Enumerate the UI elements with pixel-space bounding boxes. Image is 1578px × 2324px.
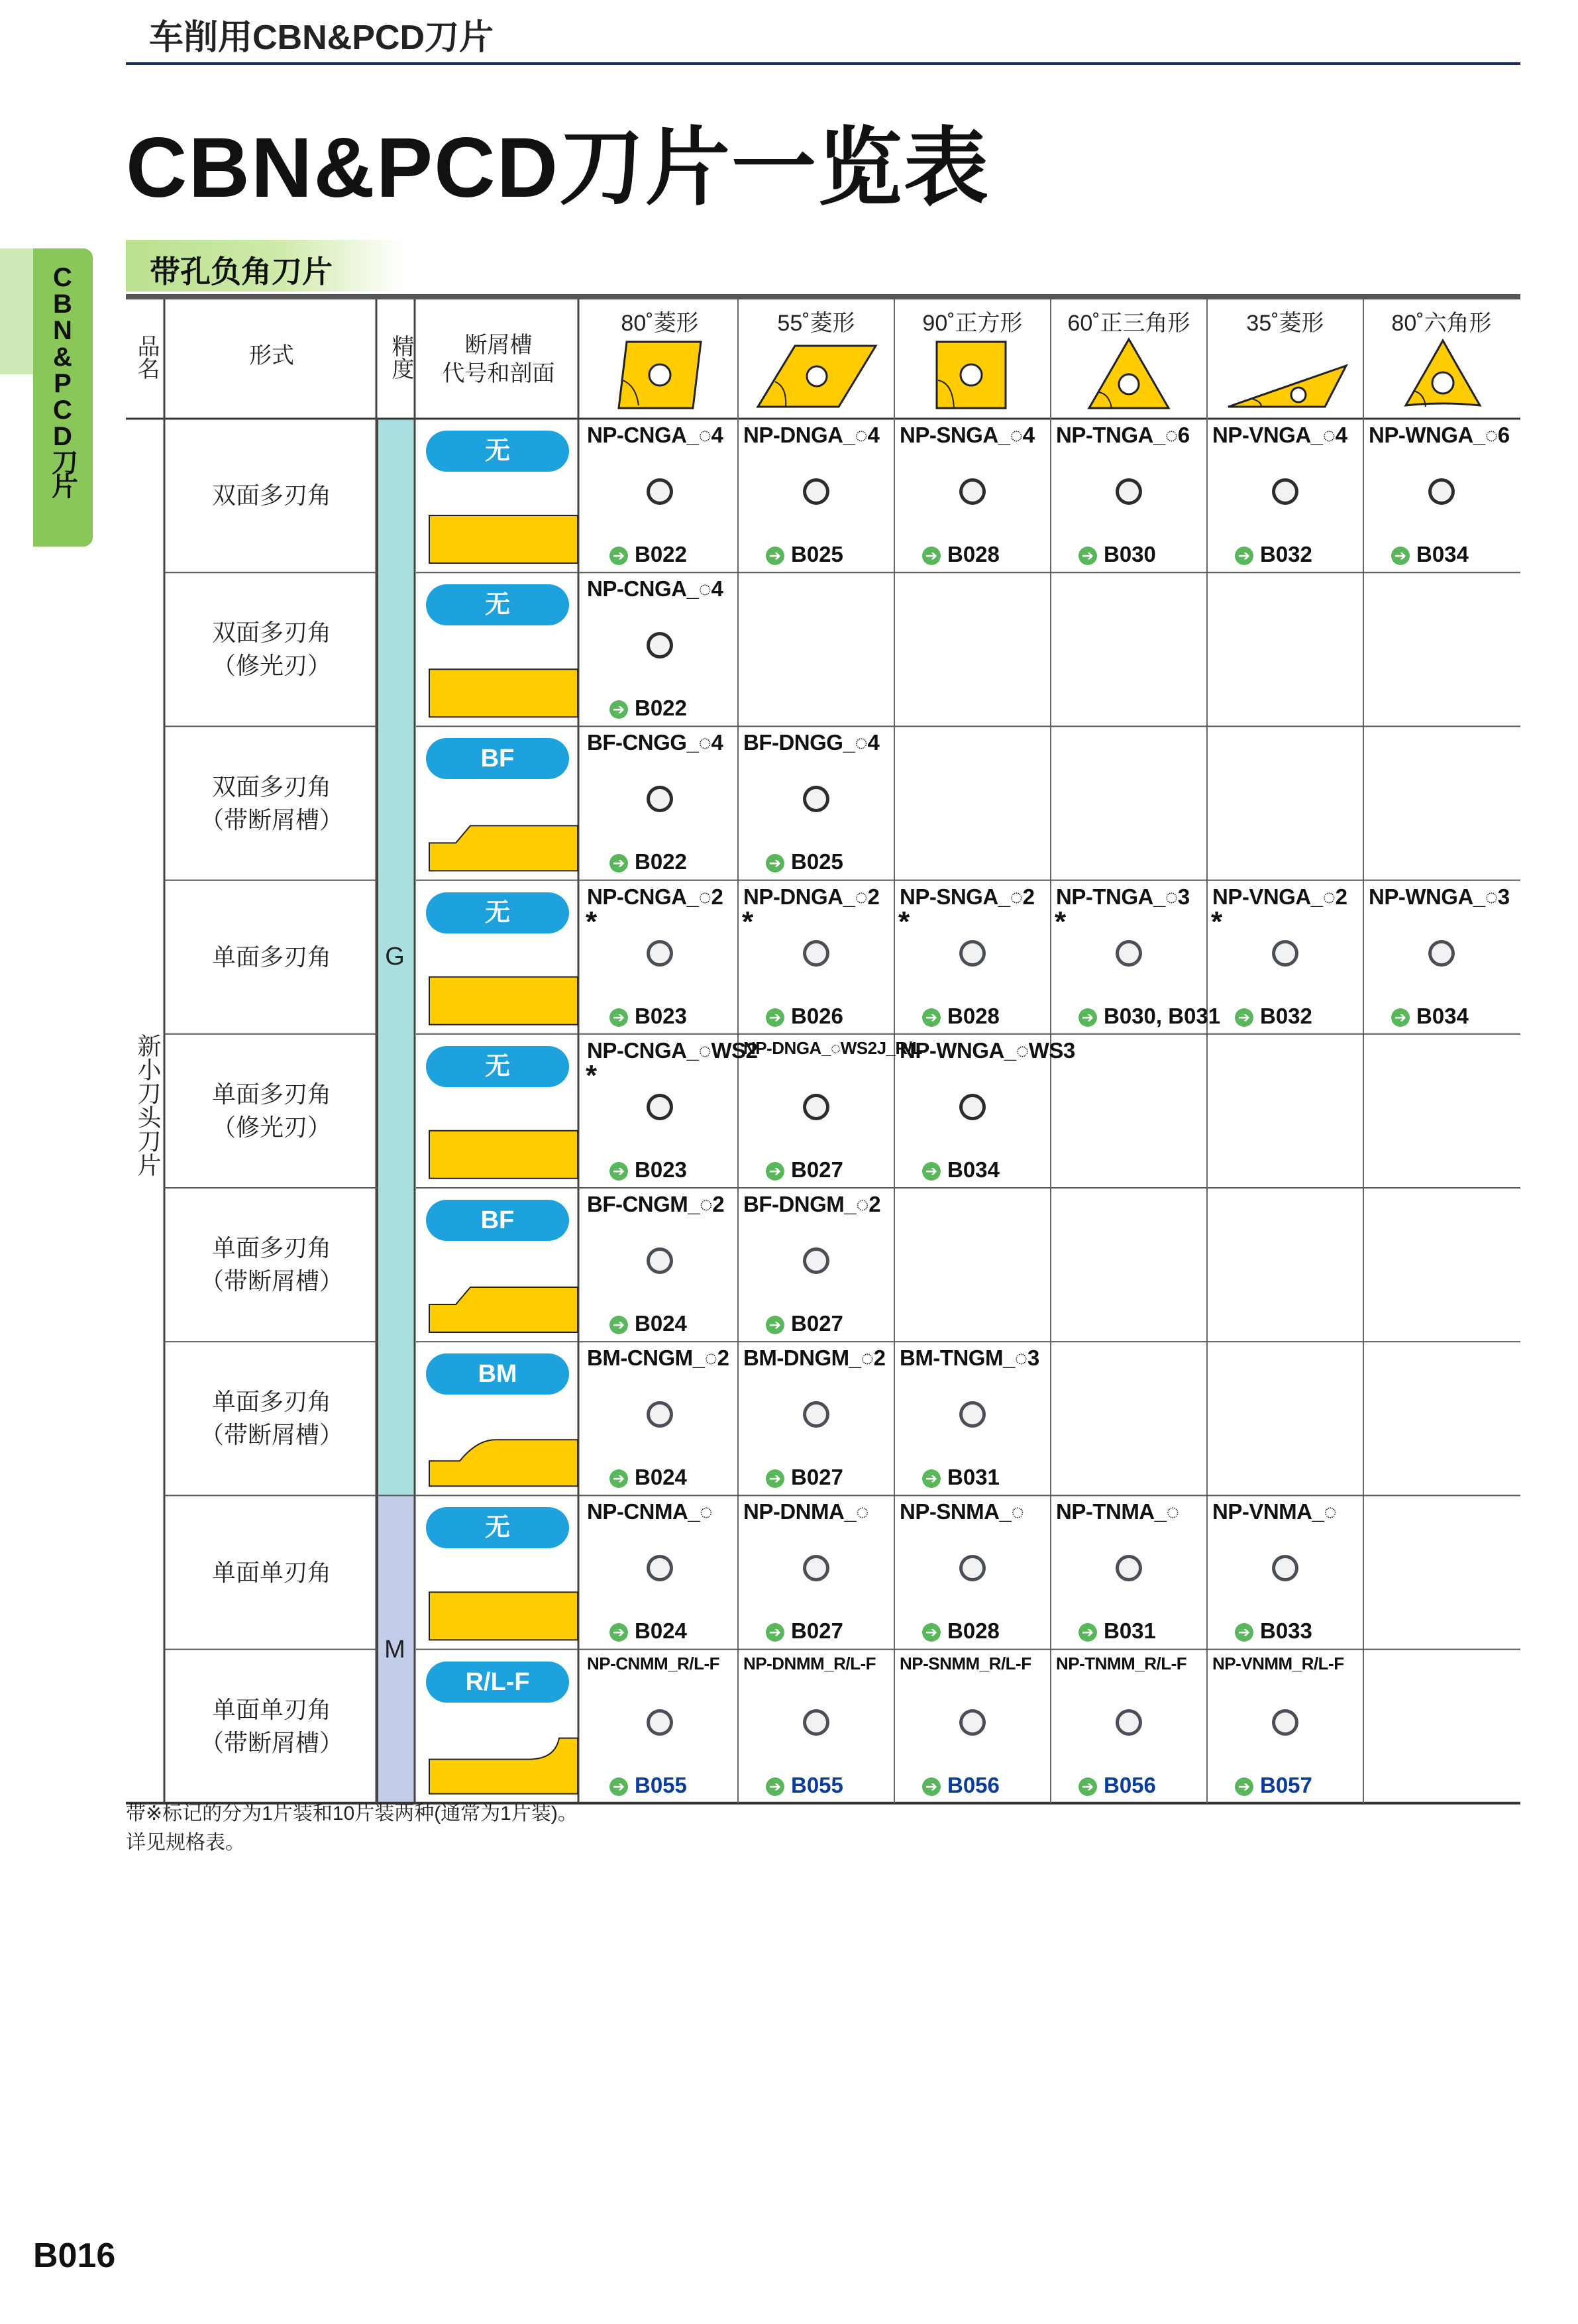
page-reference[interactable]	[766, 1311, 843, 1336]
page-reference[interactable]	[922, 1004, 1000, 1029]
page-reference-text: B057	[1260, 1772, 1312, 1797]
page-reference[interactable]	[609, 1773, 687, 1798]
row-form-label	[166, 479, 378, 512]
page-reference-text: B055	[635, 1772, 687, 1797]
page-reference[interactable]	[766, 849, 843, 874]
row-form-label	[166, 1693, 378, 1760]
form-line: 单面单刃角	[211, 1558, 331, 1586]
star-mark: *	[586, 905, 598, 938]
insert-n-icon	[761, 1069, 874, 1148]
insert-n-icon	[604, 761, 718, 840]
insert-code[interactable]: NP-WNGA_◌6	[1369, 423, 1510, 447]
arrow-right-icon: ➔	[609, 1008, 628, 1027]
insert-n-icon	[761, 1222, 874, 1302]
page-reference[interactable]	[1078, 1004, 1220, 1029]
insert-image	[761, 1684, 874, 1767]
page-reference[interactable]	[1391, 1004, 1469, 1029]
rhombus-55-icon	[755, 343, 878, 409]
insert-n-icon	[1073, 453, 1187, 533]
insert-image	[604, 915, 718, 998]
arrow-right-icon: ➔	[766, 1469, 784, 1488]
page-reference-text: B027	[791, 1157, 843, 1182]
chipbreaker-profile	[429, 1287, 578, 1332]
insert-n-icon	[761, 761, 874, 840]
star-mark: *	[586, 1059, 598, 1092]
insert-code[interactable]: NP-CNMM_R/L-F	[587, 1653, 720, 1673]
insert-n-icon	[604, 1069, 718, 1148]
insert-code[interactable]: NP-DNGA_◌2	[743, 884, 880, 909]
insert-code[interactable]: NP-DNGA_◌4	[743, 423, 880, 447]
insert-code[interactable]: NP-VNMA_◌	[1212, 1499, 1337, 1524]
shape-header-trigon: 80˚六角形	[1391, 311, 1492, 336]
insert-image	[917, 1530, 1031, 1612]
chipbreaker-profile	[429, 825, 578, 871]
square-icon	[934, 339, 1008, 411]
insert-n-icon	[604, 1376, 718, 1455]
page-reference[interactable]	[609, 696, 687, 721]
insert-n-icon	[917, 453, 1031, 533]
page-reference[interactable]	[1235, 1004, 1312, 1029]
shape-header-80-rhombus: 80˚菱形	[621, 311, 699, 336]
header-category: 车削用CBN&PCD刀片	[149, 19, 494, 57]
page-reference-text: B032	[1260, 1003, 1312, 1028]
insert-code[interactable]: NP-SNGA_◌2	[900, 884, 1035, 909]
page-reference[interactable]	[1078, 1773, 1156, 1798]
arrow-right-icon: ➔	[609, 1316, 628, 1334]
page-reference[interactable]	[922, 1157, 1000, 1183]
page-reference-text: B056	[947, 1772, 1000, 1797]
form-line: 双面多刃角	[211, 619, 331, 647]
arrow-right-icon: ➔	[609, 1162, 628, 1181]
trigon-icon	[1403, 338, 1483, 411]
insert-code[interactable]: NP-VNMM_R/L-F	[1212, 1653, 1344, 1673]
insert-code[interactable]: BM-TNGM_◌3	[900, 1346, 1039, 1371]
insert-code[interactable]: NP-SNGA_◌4	[900, 423, 1035, 447]
page-reference-text: B027	[791, 1311, 843, 1336]
page-reference-text: B028	[947, 542, 1000, 566]
arrow-right-icon: ➔	[609, 547, 628, 565]
arrow-right-icon: ➔	[922, 1777, 941, 1796]
row-form-label	[166, 1385, 378, 1452]
page-reference-text: B034	[1416, 542, 1469, 566]
chipbreaker-pill[interactable]: BM	[426, 1353, 569, 1395]
page-reference[interactable]	[766, 1618, 843, 1644]
page-reference-text: B032	[1260, 542, 1312, 566]
header-precision: 精度	[388, 335, 413, 380]
insert-image	[1073, 453, 1187, 536]
page-reference-text: B030, B031	[1104, 1003, 1221, 1028]
insert-image	[604, 1222, 718, 1305]
arrow-right-icon: ➔	[1235, 547, 1253, 565]
footnote-2: 详见规格表。	[126, 1832, 245, 1854]
page-reference[interactable]	[766, 1465, 843, 1490]
insert-image	[1073, 1684, 1187, 1767]
page-title: CBN&PCD刀片一览表	[126, 121, 990, 215]
page-reference[interactable]	[609, 1618, 687, 1644]
form-line: （修光刃）	[211, 652, 331, 680]
insert-image	[1230, 915, 1343, 998]
row-form-label	[166, 1078, 378, 1144]
header-chipbreaker-2: 代号和剖面	[442, 361, 555, 386]
precision-g: G	[385, 943, 405, 971]
insert-image	[604, 1684, 718, 1767]
page-reference-text: B034	[1416, 1003, 1469, 1028]
page-reference[interactable]	[922, 542, 1000, 567]
insert-image	[604, 1376, 718, 1459]
insert-n-icon	[761, 1376, 874, 1455]
page-reference[interactable]	[922, 1773, 1000, 1798]
insert-n-icon	[1230, 1530, 1343, 1609]
page-number: B016	[33, 2237, 116, 2275]
insert-code[interactable]: NP-TNMA_◌	[1056, 1499, 1179, 1524]
insert-image	[604, 1069, 718, 1151]
insert-n-icon	[917, 915, 1031, 994]
page-reference[interactable]	[1235, 542, 1312, 567]
arrow-right-icon: ➔	[922, 1469, 941, 1488]
insert-image	[1073, 915, 1187, 998]
insert-n-icon	[1073, 915, 1187, 994]
insert-image	[604, 761, 718, 843]
page-reference[interactable]	[1235, 1618, 1312, 1644]
row-form-label	[166, 770, 378, 837]
product-name: 新小刀头刀片	[134, 1033, 162, 1177]
page-reference-text: B028	[947, 1003, 1000, 1028]
arrow-right-icon: ➔	[1078, 1008, 1097, 1027]
chipbreaker-pill[interactable]: 无	[426, 1507, 569, 1548]
side-tab-label: CBN&PCD刀片	[48, 263, 78, 496]
arrow-right-icon: ➔	[1235, 1623, 1253, 1642]
page-reference-text: B023	[635, 1003, 687, 1028]
arrow-right-icon: ➔	[766, 854, 784, 872]
arrow-right-icon: ➔	[1078, 1623, 1097, 1642]
insert-code[interactable]: NP-CNGA_◌2	[587, 884, 723, 909]
arrow-right-icon: ➔	[609, 1623, 628, 1642]
rhombus-35-icon	[1226, 363, 1349, 411]
insert-image	[1386, 453, 1500, 536]
page-reference-text: B034	[947, 1157, 1000, 1182]
page-reference[interactable]	[922, 1465, 1000, 1490]
insert-code[interactable]: NP-SNMM_R/L-F	[900, 1653, 1031, 1673]
page-reference-text: B033	[1260, 1618, 1312, 1644]
page-reference[interactable]	[766, 1004, 843, 1029]
form-line: 双面多刃角	[211, 482, 331, 509]
arrow-right-icon: ➔	[766, 1777, 784, 1796]
rhombus-80-icon	[616, 339, 704, 411]
insert-code[interactable]: NP-SNMA_◌	[900, 1499, 1024, 1524]
insert-n-icon	[761, 915, 874, 994]
insert-n-icon	[917, 1684, 1031, 1764]
shape-header-35-rhombus: 35˚菱形	[1246, 311, 1324, 336]
arrow-right-icon: ➔	[766, 1316, 784, 1334]
insert-n-icon	[917, 1530, 1031, 1609]
insert-n-icon	[761, 1684, 874, 1764]
page-reference-text: B030	[1104, 542, 1156, 566]
arrow-right-icon: ➔	[922, 1008, 941, 1027]
insert-code[interactable]: BF-DNGG_◌4	[743, 730, 880, 755]
header-chipbreaker-1: 断屑槽	[464, 333, 533, 358]
insert-image	[917, 1684, 1031, 1767]
shape-header-square: 90˚正方形	[922, 311, 1023, 336]
page-reference[interactable]	[609, 1004, 687, 1029]
form-line: 单面多刃角	[211, 943, 331, 971]
insert-n-icon	[1073, 1684, 1187, 1764]
arrow-right-icon: ➔	[609, 700, 628, 719]
form-line: 双面多刃角	[211, 772, 331, 800]
chipbreaker-pill[interactable]: 无	[426, 584, 569, 625]
insert-code[interactable]: BM-DNGM_◌2	[743, 1346, 886, 1371]
precision-m: M	[384, 1636, 405, 1664]
insert-image	[761, 1222, 874, 1305]
form-line: （带断屑槽）	[199, 806, 343, 833]
form-line: 单面多刃角	[211, 1388, 331, 1416]
star-mark: *	[1055, 905, 1067, 938]
chipbreaker-profile	[429, 515, 578, 563]
page-reference[interactable]	[609, 542, 687, 567]
page-reference[interactable]	[609, 1311, 687, 1336]
insert-image	[604, 1530, 718, 1612]
chipbreaker-profile	[429, 977, 578, 1025]
insert-image	[1230, 1684, 1343, 1767]
page-reference-text: B027	[791, 1465, 843, 1490]
arrow-right-icon: ➔	[766, 1162, 784, 1181]
insert-image	[917, 915, 1031, 998]
form-line: 单面单刃角	[211, 1695, 331, 1723]
insert-image	[1230, 1530, 1343, 1612]
chipbreaker-profile	[429, 1592, 578, 1640]
page-reference-text: B025	[791, 542, 843, 566]
insert-code[interactable]: NP-VNGA_◌4	[1212, 423, 1347, 447]
insert-code[interactable]: NP-TNMM_R/L-F	[1056, 1653, 1187, 1673]
insert-n-icon	[1230, 1684, 1343, 1764]
page-reference[interactable]	[1235, 1773, 1312, 1798]
insert-image	[761, 915, 874, 998]
page-reference-text: B024	[635, 1465, 687, 1490]
page-reference-text: B025	[791, 849, 843, 874]
page-reference[interactable]	[609, 1465, 687, 1490]
section-title: 带孔负角刀片	[150, 254, 333, 289]
chipbreaker-pill[interactable]: R/L-F	[426, 1662, 569, 1703]
insert-code[interactable]: NP-CNGA_◌4	[587, 576, 723, 602]
page-reference-text: B024	[635, 1311, 687, 1336]
insert-code[interactable]: NP-WNGA_◌3	[1369, 884, 1510, 909]
insert-n-icon	[761, 453, 874, 533]
chipbreaker-profile	[429, 1738, 578, 1794]
page-reference[interactable]	[1078, 1618, 1156, 1644]
insert-n-icon	[917, 1069, 1031, 1148]
insert-code[interactable]: BF-DNGM_◌2	[743, 1192, 881, 1216]
page-reference-text: B022	[635, 696, 687, 721]
insert-code[interactable]: NP-CNMA_◌	[587, 1499, 713, 1524]
insert-code[interactable]: BF-CNGG_◌4	[587, 730, 723, 755]
insert-image	[761, 1069, 874, 1151]
insert-image	[604, 453, 718, 536]
chipbreaker-profile	[429, 669, 578, 717]
insert-n-icon	[604, 1530, 718, 1609]
form-line: 单面多刃角	[211, 1080, 331, 1108]
page-reference[interactable]	[766, 1157, 843, 1183]
star-mark: *	[1211, 905, 1223, 938]
insert-image	[761, 1376, 874, 1459]
insert-n-icon	[604, 1222, 718, 1302]
star-mark: *	[742, 905, 754, 938]
page-reference-text: B055	[791, 1772, 843, 1797]
insert-code[interactable]: NP-TNGA_◌3	[1056, 884, 1190, 909]
arrow-right-icon: ➔	[1235, 1777, 1253, 1796]
arrow-right-icon: ➔	[609, 1777, 628, 1796]
insert-image	[917, 1069, 1031, 1151]
insert-code[interactable]: NP-WNGA_◌WS3	[900, 1037, 1075, 1063]
form-line: （带断屑槽）	[199, 1421, 343, 1449]
row-form-label	[166, 1232, 378, 1298]
page-reference-text: B024	[635, 1618, 687, 1644]
insert-image	[1073, 1530, 1187, 1612]
chipbreaker-pill[interactable]: 无	[426, 431, 569, 472]
arrow-right-icon: ➔	[609, 854, 628, 872]
form-line: （带断屑槽）	[199, 1267, 343, 1295]
insert-n-icon	[761, 1530, 874, 1609]
insert-image	[1386, 915, 1500, 998]
insert-code[interactable]: BM-CNGM_◌2	[587, 1346, 729, 1371]
insert-code[interactable]: NP-TNGA_◌6	[1056, 423, 1190, 447]
arrow-right-icon: ➔	[922, 1162, 941, 1181]
insert-n-icon	[1386, 453, 1500, 533]
page-reference[interactable]	[766, 1773, 843, 1798]
arrow-right-icon: ➔	[766, 547, 784, 565]
insert-image	[604, 607, 718, 690]
page-reference[interactable]	[609, 1157, 687, 1183]
arrow-right-icon: ➔	[766, 1008, 784, 1027]
row-form-label	[166, 616, 378, 682]
insert-code[interactable]: NP-DNGA_◌WS2J_R/L	[743, 1037, 922, 1058]
chipbreaker-pill[interactable]: 无	[426, 892, 569, 933]
arrow-right-icon: ➔	[766, 1623, 784, 1642]
chipbreaker-profile	[429, 1131, 578, 1179]
insert-code[interactable]: NP-DNMA_◌	[743, 1499, 869, 1524]
page-reference-text: B027	[791, 1618, 843, 1644]
page-reference[interactable]	[1078, 542, 1156, 567]
page-reference-text: B031	[1104, 1618, 1156, 1644]
header-product: 品名	[134, 335, 159, 380]
insert-n-icon	[1230, 453, 1343, 533]
insert-n-icon	[917, 1376, 1031, 1455]
insert-image	[1230, 453, 1343, 536]
insert-n-icon	[1386, 915, 1500, 994]
page-reference-text: B023	[635, 1157, 687, 1182]
page-reference[interactable]	[609, 849, 687, 874]
header-form: 形式	[249, 343, 294, 368]
triangle-icon	[1086, 337, 1171, 411]
insert-n-icon	[604, 1684, 718, 1764]
page-reference[interactable]	[1391, 542, 1469, 567]
form-line: （修光刃）	[211, 1113, 331, 1141]
insert-n-icon	[1073, 1530, 1187, 1609]
insert-code[interactable]: NP-DNMM_R/L-F	[743, 1653, 876, 1673]
insert-code[interactable]: BF-CNGM_◌2	[587, 1192, 725, 1216]
insert-image	[917, 453, 1031, 536]
arrow-right-icon: ➔	[1391, 1008, 1410, 1027]
form-line: （带断屑槽）	[199, 1728, 343, 1756]
page-reference[interactable]	[922, 1618, 1000, 1644]
footnote-1: 带※标记的分为1片装和10片装两种(通常为1片装)。	[126, 1803, 578, 1824]
insert-image	[761, 453, 874, 536]
insert-code[interactable]: NP-VNGA_◌2	[1212, 884, 1347, 909]
row-form-label	[166, 1556, 378, 1589]
chipbreaker-pill[interactable]: BF	[426, 738, 569, 779]
arrow-right-icon: ➔	[1235, 1008, 1253, 1027]
page-reference-text: B022	[635, 849, 687, 874]
arrow-right-icon: ➔	[1078, 547, 1097, 565]
insert-n-icon	[604, 453, 718, 533]
arrow-right-icon: ➔	[922, 547, 941, 565]
insert-code[interactable]: NP-CNGA_◌WS2	[587, 1037, 758, 1063]
star-mark: *	[898, 905, 910, 938]
insert-image	[917, 1376, 1031, 1459]
chipbreaker-pill[interactable]: BF	[426, 1200, 569, 1241]
arrow-right-icon: ➔	[609, 1469, 628, 1488]
insert-n-icon	[604, 607, 718, 686]
insert-image	[761, 1530, 874, 1612]
chipbreaker-pill[interactable]: 无	[426, 1046, 569, 1087]
page-reference-text: B031	[947, 1465, 1000, 1490]
arrow-right-icon: ➔	[1078, 1777, 1097, 1796]
page-reference-text: B056	[1104, 1772, 1156, 1797]
insert-code[interactable]: NP-CNGA_◌4	[587, 423, 723, 447]
row-form-label	[166, 941, 378, 974]
insert-n-icon	[604, 915, 718, 994]
page-reference-text: B022	[635, 542, 687, 566]
page-reference-text: B028	[947, 1618, 1000, 1644]
insert-image	[761, 761, 874, 843]
arrow-right-icon: ➔	[1391, 547, 1410, 565]
page-reference-text: B026	[791, 1003, 843, 1028]
shape-header-triangle: 60˚正三角形	[1067, 311, 1190, 336]
shape-header-55-rhombus: 55˚菱形	[777, 311, 855, 336]
arrow-right-icon: ➔	[922, 1623, 941, 1642]
chipbreaker-profile	[429, 1440, 578, 1486]
insert-n-icon	[1230, 915, 1343, 994]
page-reference[interactable]	[766, 542, 843, 567]
form-line: 单面多刃角	[211, 1234, 331, 1262]
